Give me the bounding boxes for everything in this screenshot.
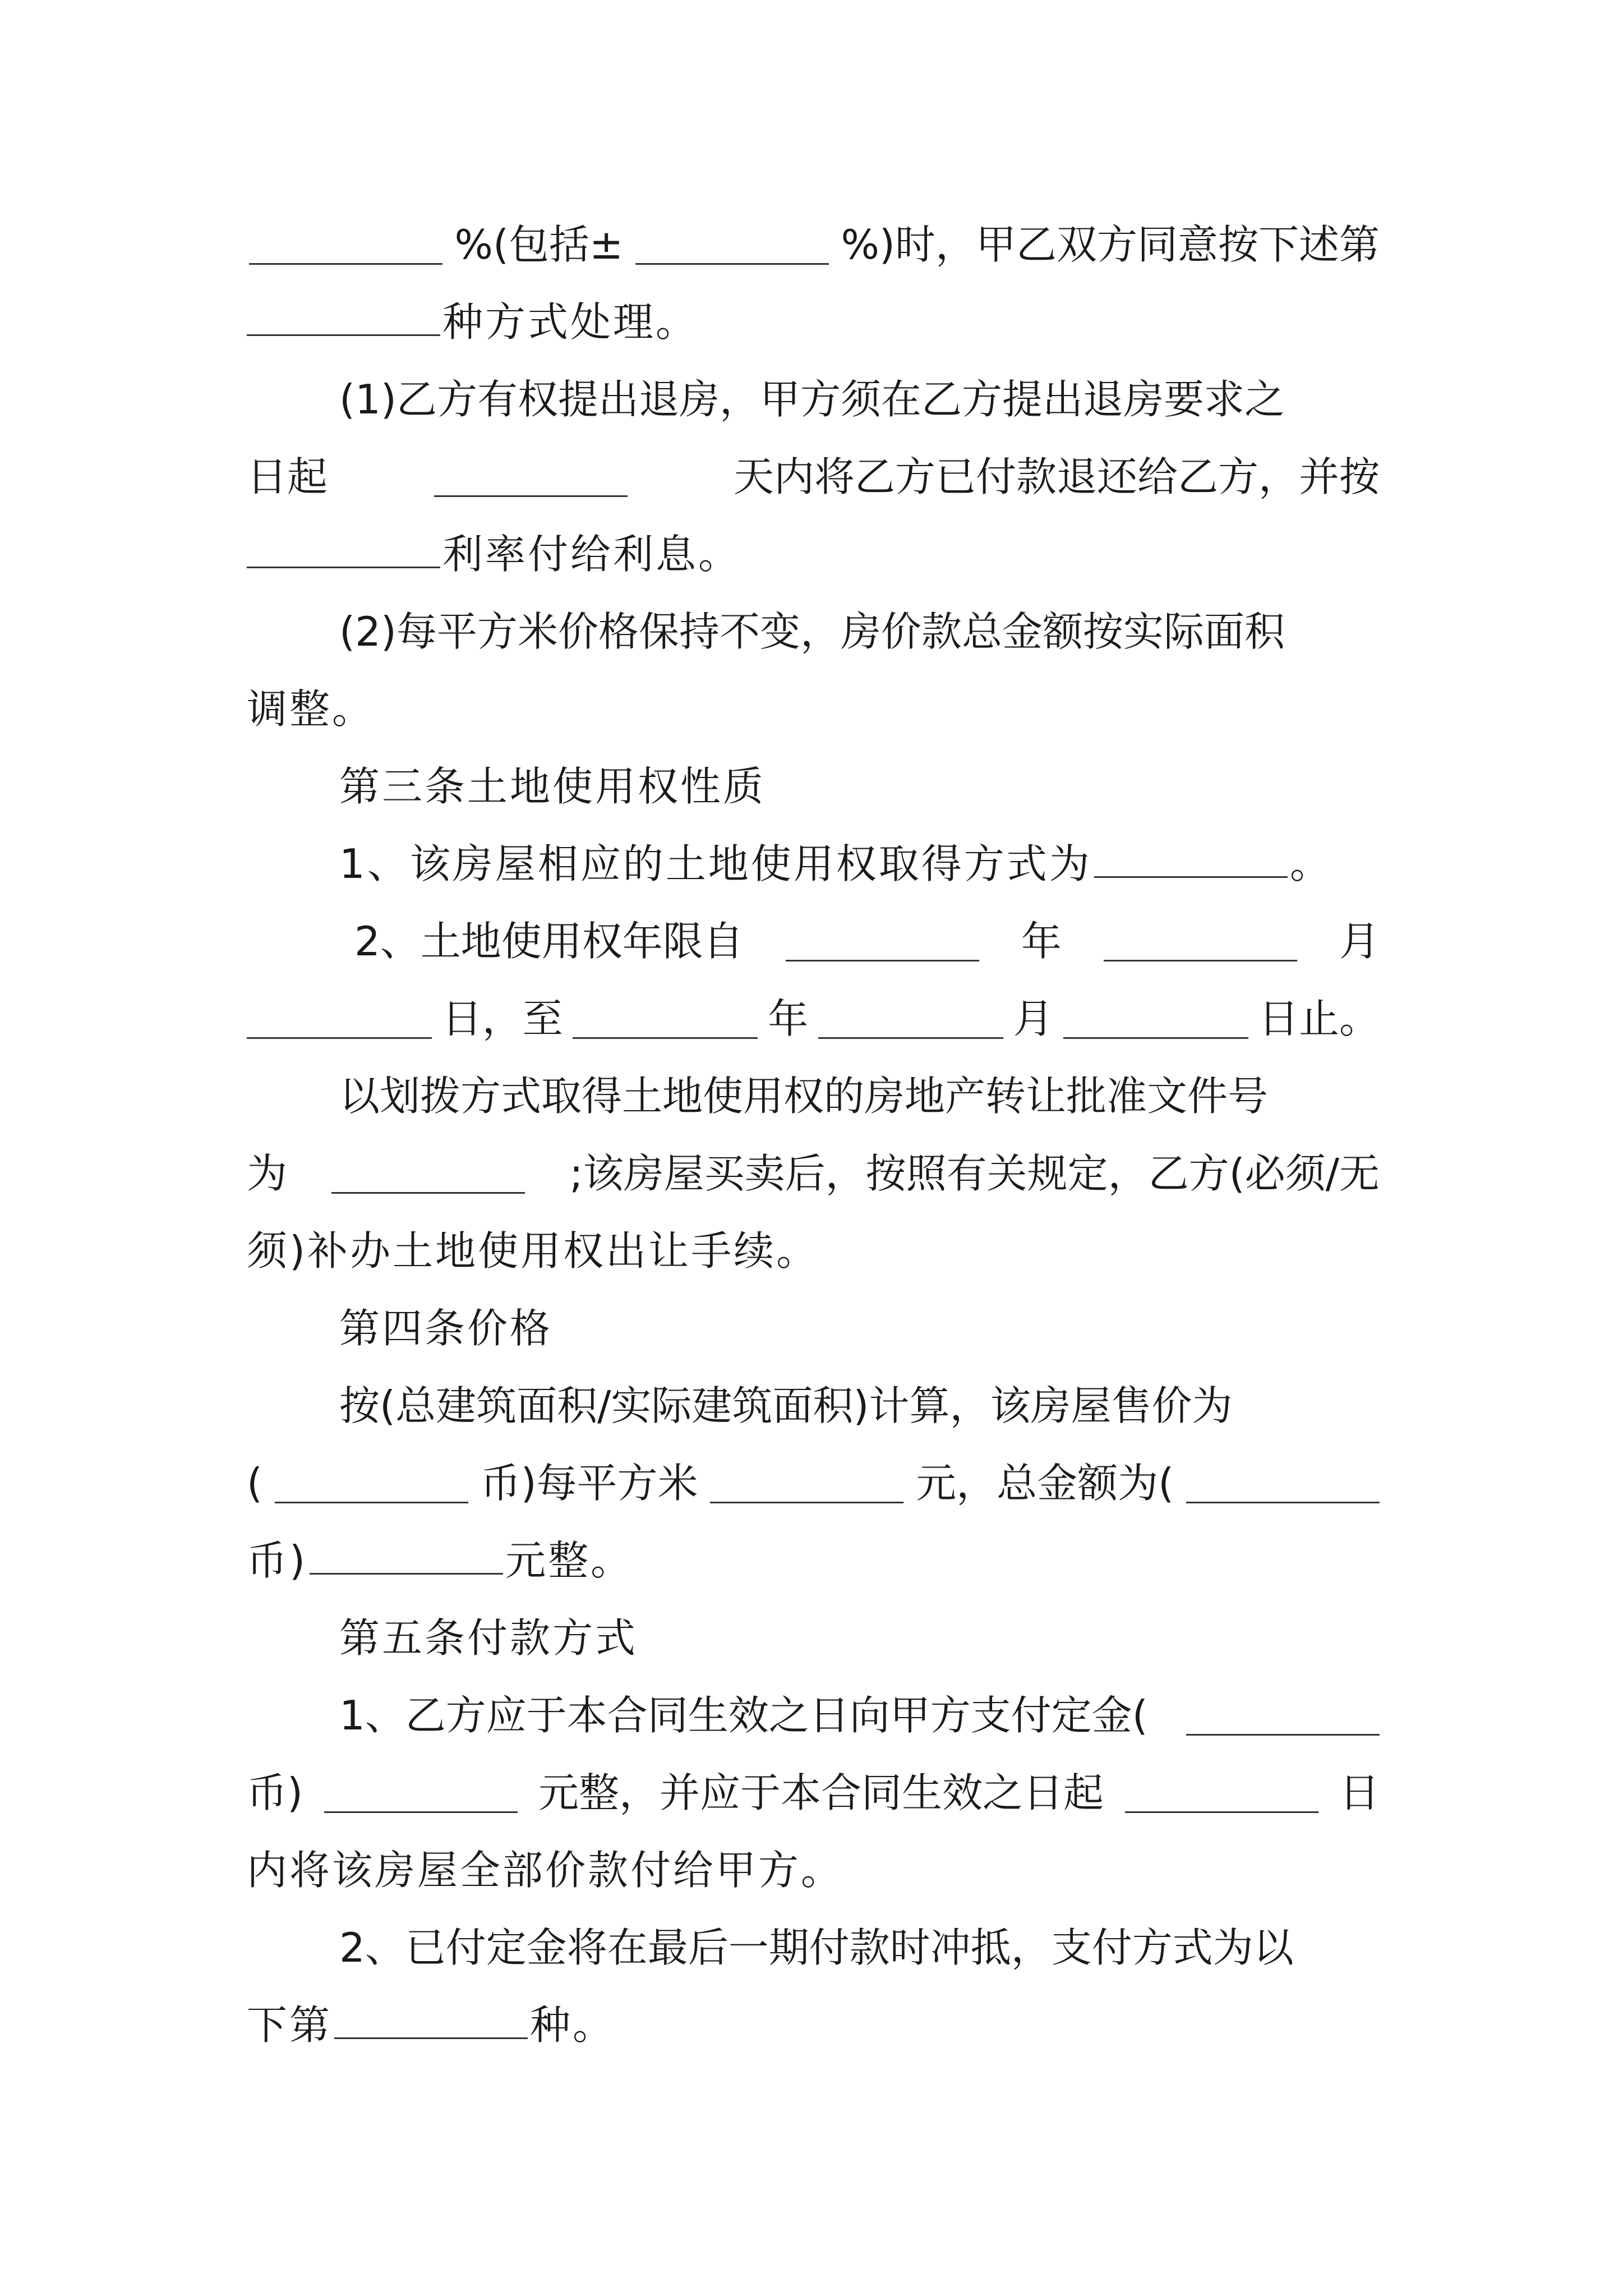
fill-blank — [334, 1999, 528, 2039]
text-segment: 月 — [1339, 918, 1380, 965]
text-segment: 2、土地使用权年限自 — [354, 918, 744, 965]
text-line — [339, 1914, 1380, 1981]
text-line — [247, 1217, 1380, 1285]
text-segment: 日起 — [247, 453, 328, 500]
text-line — [339, 598, 1380, 665]
section-heading — [339, 1295, 1380, 1362]
heading-text: 第四条价格 — [339, 1305, 553, 1352]
text-segment: 种方式处理。 — [442, 298, 699, 346]
fill-blank — [434, 457, 628, 496]
text-segment: 天内将乙方已付款退还给乙方，并按 — [733, 453, 1380, 500]
fill-blank — [1094, 838, 1288, 878]
fill-blank — [275, 1463, 468, 1503]
text-line — [247, 521, 1380, 588]
text-line — [247, 1450, 1380, 1517]
fill-blank — [247, 296, 440, 336]
text-segment: (1)乙方有权提出退房，甲方须在乙方提出退房要求之 — [339, 376, 1285, 423]
text-line — [247, 1991, 1380, 2059]
text-line — [339, 1062, 1380, 1130]
fill-blank — [573, 999, 758, 1038]
text-segment: ;该房屋买卖后，按照有关规定，乙方(必须/无 — [569, 1150, 1380, 1197]
text-line — [247, 1837, 1380, 1904]
text-line — [339, 1372, 1380, 1439]
text-segment: 1、乙方应于本合同生效之日向甲方支付定金( — [339, 1692, 1148, 1739]
text-line — [247, 211, 1380, 278]
text-line — [247, 1140, 1380, 1207]
text-segment: 2、已付定金将在最后一期付款时冲抵，支付方式为以 — [339, 1924, 1294, 1971]
text-segment: 内将该房屋全部价款付给甲方。 — [247, 1847, 844, 1894]
text-line — [247, 985, 1380, 1052]
fill-blank — [818, 999, 1003, 1038]
heading-text: 第五条付款方式 — [339, 1614, 638, 1662]
text-segment: (2)每平方米价格保持不变，房价款总金额按实际面积 — [339, 608, 1285, 655]
text-line — [247, 443, 1380, 510]
text-line — [247, 675, 1380, 743]
fill-blank — [247, 528, 440, 568]
fill-blank — [1063, 999, 1248, 1038]
text-segment: 日 — [1339, 1769, 1380, 1816]
text-segment: 按(总建筑面积/实际建筑面积)计算，该房屋售价为 — [339, 1382, 1233, 1429]
text-segment: 月 — [1013, 995, 1054, 1042]
fill-blank — [1104, 921, 1297, 961]
text-segment: 须)补办土地使用权出让手续。 — [247, 1227, 819, 1274]
text-segment: 元，总金额为( — [916, 1460, 1174, 1507]
fill-blank — [249, 224, 442, 264]
section-heading — [339, 1604, 1380, 1672]
text-segment: 元整，并应于本合同生效之日起 — [538, 1769, 1104, 1816]
fill-blank — [1125, 1773, 1318, 1812]
text-segment: 以划拨方式取得土地使用权的房地产转让批准文件号 — [339, 1073, 1269, 1120]
fill-blank — [1186, 1463, 1380, 1503]
text-segment: 1、该房屋相应的土地使用权取得方式为 — [339, 840, 1092, 887]
text-segment: 元整。 — [505, 1537, 634, 1584]
text-segment: 种。 — [530, 2001, 616, 2049]
fill-blank — [635, 224, 829, 264]
fill-blank — [710, 1463, 903, 1503]
text-segment: 为 — [247, 1150, 288, 1197]
text-segment: 年 — [768, 995, 809, 1042]
heading-text: 第三条土地使用权性质 — [339, 763, 766, 810]
text-line — [247, 1527, 1380, 1594]
text-segment: %(包括± — [454, 221, 624, 268]
text-segment: 利率付给利息。 — [442, 531, 741, 578]
text-segment: 日止。 — [1258, 995, 1380, 1042]
text-line — [247, 288, 1380, 356]
text-segment: 下第 — [247, 2001, 333, 2049]
fill-blank — [310, 1535, 503, 1575]
text-segment: 币) — [247, 1769, 303, 1816]
text-segment: %)时，甲乙双方同意按下述第 — [841, 221, 1380, 268]
fill-blank — [331, 1153, 525, 1193]
text-line — [247, 1759, 1380, 1826]
section-heading — [339, 753, 1380, 820]
text-segment: 年 — [1021, 918, 1062, 965]
text-segment: 调整。 — [247, 685, 375, 733]
text-line — [339, 1682, 1380, 1749]
text-segment: ( — [247, 1460, 263, 1507]
fill-blank — [247, 999, 432, 1038]
fill-blank — [324, 1773, 518, 1812]
text-segment: 日，至 — [441, 995, 563, 1042]
text-segment: 币)每平方米 — [480, 1460, 698, 1507]
text-line — [354, 908, 1380, 975]
fill-blank — [1186, 1695, 1380, 1735]
fill-blank — [786, 921, 979, 961]
text-line — [339, 830, 1380, 898]
text-segment: 币) — [247, 1537, 308, 1584]
text-segment: 。 — [1289, 840, 1332, 887]
text-line — [339, 366, 1380, 433]
